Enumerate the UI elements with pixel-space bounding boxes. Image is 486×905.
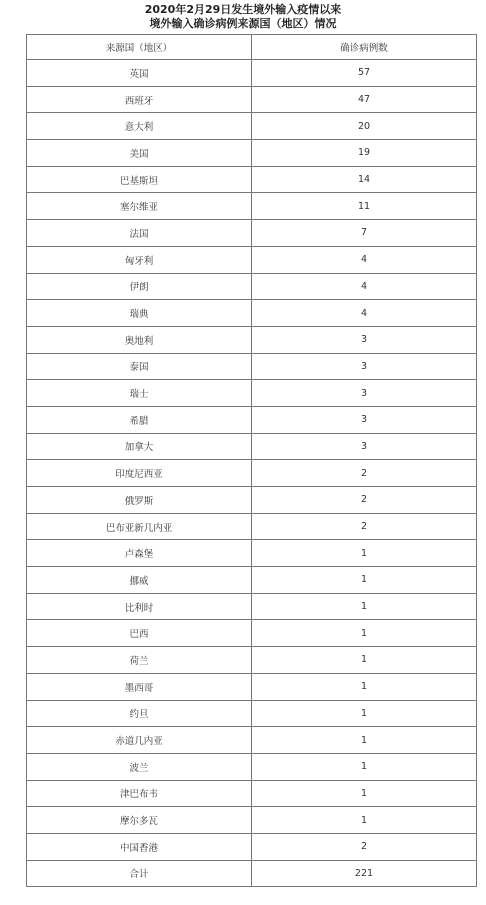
table-row bbox=[27, 700, 477, 727]
table-row bbox=[27, 753, 477, 780]
table-row bbox=[27, 273, 477, 300]
source-cell: 墨西哥 bbox=[27, 673, 252, 700]
count-cell: 3 bbox=[252, 353, 477, 380]
table-row bbox=[27, 140, 477, 167]
count-cell: 1 bbox=[252, 593, 477, 620]
source-cell: 瑞士 bbox=[27, 380, 252, 407]
count-cell: 20 bbox=[252, 113, 477, 140]
title-line-1: 2020年2月29日发生境外输入疫情以来 bbox=[144, 3, 342, 16]
table-row bbox=[27, 647, 477, 674]
count-cell: 3 bbox=[252, 326, 477, 353]
source-cell: 巴西 bbox=[27, 620, 252, 647]
count-cell: 4 bbox=[252, 246, 477, 273]
count-cell: 1 bbox=[252, 540, 477, 567]
source-cell: 奥地利 bbox=[27, 326, 252, 353]
count-cell: 47 bbox=[252, 86, 477, 113]
count-cell: 57 bbox=[252, 60, 477, 87]
title-line-2: 境外输入确诊病例来源国（地区）情况 bbox=[149, 17, 337, 30]
total-count: 221 bbox=[252, 860, 477, 887]
table-row bbox=[27, 300, 477, 327]
source-cell: 伊朗 bbox=[27, 273, 252, 300]
source-cell: 赤道几内亚 bbox=[27, 727, 252, 754]
count-cell: 11 bbox=[252, 193, 477, 220]
count-cell: 19 bbox=[252, 140, 477, 167]
count-cell: 3 bbox=[252, 406, 477, 433]
count-cell: 3 bbox=[252, 433, 477, 460]
header-source: 来源国（地区） bbox=[27, 35, 252, 60]
table-row bbox=[27, 193, 477, 220]
source-cell: 瑞典 bbox=[27, 300, 252, 327]
source-cell: 西班牙 bbox=[27, 86, 252, 113]
header-count: 确诊病例数 bbox=[252, 35, 477, 60]
source-cell: 津巴布韦 bbox=[27, 780, 252, 807]
table-row bbox=[27, 113, 477, 140]
table-row bbox=[27, 380, 477, 407]
table-row bbox=[27, 86, 477, 113]
source-cell: 波兰 bbox=[27, 753, 252, 780]
table-row bbox=[27, 246, 477, 273]
source-cell: 挪威 bbox=[27, 567, 252, 594]
count-cell: 2 bbox=[252, 460, 477, 487]
source-cell: 泰国 bbox=[27, 353, 252, 380]
table-row bbox=[27, 487, 477, 514]
table-row bbox=[27, 513, 477, 540]
count-cell: 14 bbox=[252, 166, 477, 193]
count-cell: 1 bbox=[252, 567, 477, 594]
source-cell: 比利时 bbox=[27, 593, 252, 620]
source-cell: 塞尔维亚 bbox=[27, 193, 252, 220]
source-cell: 俄罗斯 bbox=[27, 487, 252, 514]
table-row bbox=[27, 593, 477, 620]
table-row bbox=[27, 727, 477, 754]
table-row bbox=[27, 540, 477, 567]
source-cell: 摩尔多瓦 bbox=[27, 807, 252, 834]
count-cell: 1 bbox=[252, 753, 477, 780]
source-cell: 约旦 bbox=[27, 700, 252, 727]
count-cell: 1 bbox=[252, 647, 477, 674]
source-cell: 巴布亚新几内亚 bbox=[27, 513, 252, 540]
total-row bbox=[27, 860, 477, 887]
source-cell: 卢森堡 bbox=[27, 540, 252, 567]
source-cell: 巴基斯坦 bbox=[27, 166, 252, 193]
source-cell: 印度尼西亚 bbox=[27, 460, 252, 487]
table-row bbox=[27, 567, 477, 594]
count-cell: 1 bbox=[252, 673, 477, 700]
table-header-row bbox=[27, 35, 477, 60]
source-cell: 法国 bbox=[27, 220, 252, 247]
table-row bbox=[27, 60, 477, 87]
count-cell: 1 bbox=[252, 780, 477, 807]
count-cell: 1 bbox=[252, 620, 477, 647]
source-cell: 荷兰 bbox=[27, 647, 252, 674]
case-source-table bbox=[26, 34, 477, 887]
table-row bbox=[27, 673, 477, 700]
table-row bbox=[27, 460, 477, 487]
count-cell: 1 bbox=[252, 807, 477, 834]
source-cell: 匈牙利 bbox=[27, 246, 252, 273]
table-row bbox=[27, 433, 477, 460]
count-cell: 3 bbox=[252, 380, 477, 407]
source-cell: 英国 bbox=[27, 60, 252, 87]
table-row bbox=[27, 166, 477, 193]
table-row bbox=[27, 220, 477, 247]
table-row bbox=[27, 620, 477, 647]
table-row bbox=[27, 326, 477, 353]
count-cell: 1 bbox=[252, 727, 477, 754]
source-cell: 意大利 bbox=[27, 113, 252, 140]
count-cell: 2 bbox=[252, 513, 477, 540]
source-cell: 加拿大 bbox=[27, 433, 252, 460]
table-row bbox=[27, 807, 477, 834]
table-row bbox=[27, 780, 477, 807]
document-title bbox=[0, 0, 486, 31]
table-row bbox=[27, 833, 477, 860]
source-cell: 中国香港 bbox=[27, 833, 252, 860]
table-row bbox=[27, 353, 477, 380]
table-row bbox=[27, 406, 477, 433]
count-cell: 7 bbox=[252, 220, 477, 247]
total-label: 合计 bbox=[27, 860, 252, 887]
source-cell: 希腊 bbox=[27, 406, 252, 433]
count-cell: 2 bbox=[252, 487, 477, 514]
count-cell: 4 bbox=[252, 273, 477, 300]
count-cell: 4 bbox=[252, 300, 477, 327]
count-cell: 2 bbox=[252, 833, 477, 860]
source-cell: 美国 bbox=[27, 140, 252, 167]
count-cell: 1 bbox=[252, 700, 477, 727]
